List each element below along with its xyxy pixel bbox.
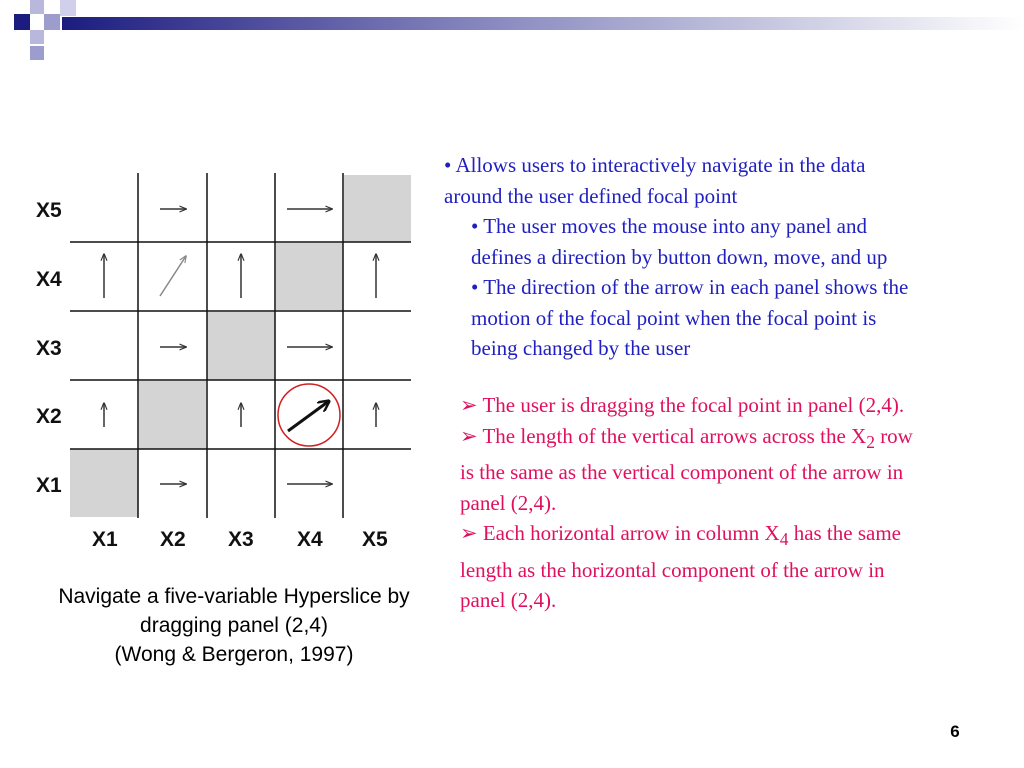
main-bullets (444, 150, 1024, 364)
bullet-text: The direction of the arrow in each panel shows the (483, 275, 909, 299)
diagonal-panel (344, 175, 411, 242)
row-label-x2: X2 (36, 405, 62, 428)
caption-line: (Wong & Bergeron, 1997) (114, 643, 354, 666)
figure-caption (8, 582, 460, 669)
bullet-text: motion of the focal point when the focal point is (471, 305, 877, 330)
col-label-x2: X2 (160, 528, 186, 551)
note-text: length as the horizontal component of the arrow in (460, 557, 885, 582)
diagonal-panel (207, 312, 275, 380)
diagonal-panel (70, 449, 138, 517)
bullet-text: The user moves the mouse into any panel and (483, 214, 867, 238)
note-text: panel (2,4). (460, 490, 557, 515)
col-label-x1: X1 (92, 528, 118, 551)
arrow-bullet-icon: ➢ (460, 423, 478, 448)
note-bullets (460, 390, 1020, 616)
note-text: panel (2,4). (460, 588, 557, 613)
bullet-marker: • (471, 275, 479, 299)
arrow-bullet-icon: ➢ (460, 393, 478, 417)
bullet-text: around the user defined focal point (444, 183, 738, 208)
arrow-bullet-icon: ➢ (460, 521, 478, 546)
caption-line: Navigate a five-variable Hyperslice by (58, 585, 410, 608)
note-item (460, 390, 1020, 421)
sub-bullet (444, 272, 1024, 303)
row-label-x1: X1 (36, 474, 62, 497)
note-text: The length of the vertical arrows across the X (482, 423, 867, 448)
diagonal-panel (276, 243, 343, 310)
note-item (460, 518, 1020, 555)
dragged-panel-arrow[interactable] (288, 401, 329, 431)
col-label-x4: X4 (297, 528, 323, 551)
page-number: 6 (950, 722, 960, 741)
bullet-text: defines a direction by button down, move, and up (471, 244, 888, 269)
diagonal-panel (139, 381, 206, 449)
note-text: has the same (788, 521, 901, 546)
subscript: 2 (866, 431, 875, 452)
bullet-text: being changed by the user (471, 336, 691, 360)
col-label-x5: X5 (362, 528, 388, 551)
sub-bullet (444, 211, 1024, 242)
bullet-text: Allows users to interactively navigate in the data (455, 153, 866, 177)
note-text: is the same as the vertical component of the arrow in (460, 460, 904, 485)
note-text: The user is dragging the focal point in panel (2,4). (482, 393, 905, 417)
hyperslice-figure (0, 0, 470, 570)
note-text: Each horizontal arrow in column X (482, 521, 780, 546)
main-bullet (444, 150, 1024, 181)
caption-line: dragging panel (2,4) (140, 614, 328, 637)
row-label-x3: X3 (36, 337, 62, 360)
arrow-diagonal (160, 256, 186, 296)
col-label-x3: X3 (228, 528, 254, 551)
row-label-x5: X5 (36, 199, 62, 222)
row-label-x4: X4 (36, 268, 62, 291)
bullet-marker: • (471, 214, 479, 238)
bullet-marker: • (444, 153, 452, 177)
subscript: 4 (779, 529, 789, 550)
note-item (460, 421, 1020, 458)
note-text: row (874, 423, 913, 448)
